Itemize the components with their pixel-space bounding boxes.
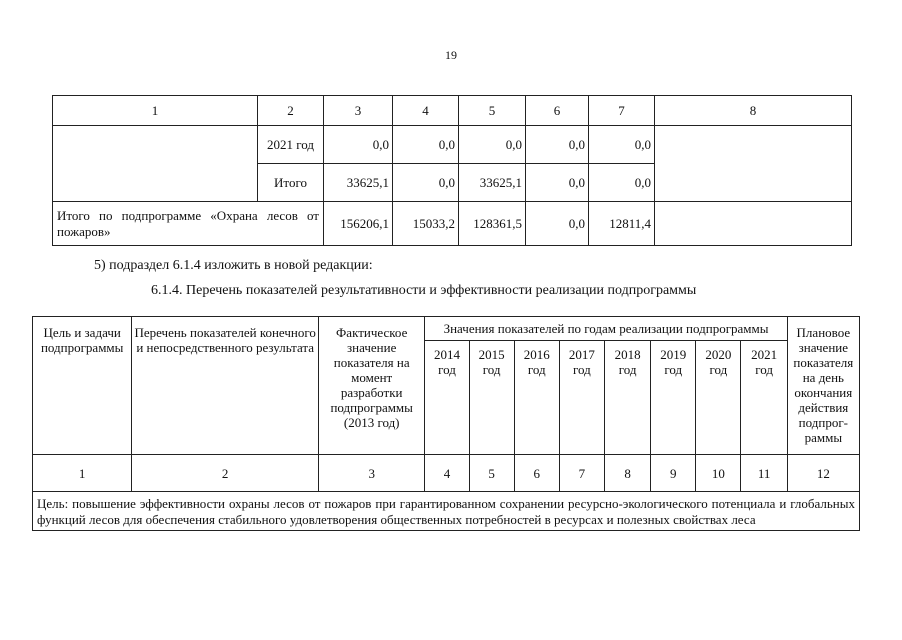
header-cell: 8 [655,96,852,126]
column-number: 7 [559,455,604,492]
total-value: 0,0 [526,202,589,246]
paragraph-item5: 5) подраздел 6.1.4 изложить в новой редакции: [94,258,373,273]
total-value: 12811,4 [589,202,655,246]
header-cell: 3 [324,96,393,126]
column-number: 9 [651,455,696,492]
budget-table [52,95,852,246]
column-number-row [33,455,860,492]
header-cell: 6 [526,96,589,126]
year-header: 2019 год [651,341,696,455]
value-cell: 0,0 [324,126,393,164]
table-total-row [53,202,852,246]
year-header: 2014 год [425,341,469,455]
column-number: 11 [741,455,787,492]
value-cell: 33625,1 [459,164,526,202]
value-cell: 0,0 [589,164,655,202]
page-number: 19 [445,48,457,62]
year-header: 2020 год [696,341,741,455]
column-number: 8 [605,455,651,492]
header-actual-value: Фактическое значение показателя на момент разработки подпрограммы (2013 год) [319,317,425,455]
value-cell: 0,0 [526,164,589,202]
value-cell: 33625,1 [324,164,393,202]
year-header: 2021 год [741,341,787,455]
table-row [33,492,860,531]
goal-text: Цель: повышение эффективности охраны лесов от пожаров при гарантированном сохранении ресурсно-экологического потенциала и глобальных функций лесов для обеспечения стабильного удовлетворения общественных потребностей в ресурсах и полезных свойствах леса [33,492,860,531]
total-value: 156206,1 [324,202,393,246]
value-cell: 0,0 [393,126,459,164]
row-label: Итого [258,164,324,202]
total-value: 128361,5 [459,202,526,246]
column-number: 12 [787,455,859,492]
header-cell: 2 [258,96,324,126]
section-title: 6.1.4. Перечень показателей результативности и эффективности реализации подпрограммы [151,283,697,298]
header-yearly-values: Значения показателей по годам реализации подпрограммы [425,317,787,341]
column-number: 3 [319,455,425,492]
value-cell: 0,0 [393,164,459,202]
column-number: 5 [469,455,514,492]
row-label: 2021 год [258,126,324,164]
header-planned-value: Плановое значение показателя на день окончания действия подпрог-раммы [787,317,859,455]
table-header-row [33,317,860,341]
value-cell: 0,0 [526,126,589,164]
year-header: 2015 год [469,341,514,455]
header-cell: 7 [589,96,655,126]
value-cell: 0,0 [589,126,655,164]
header-indicators: Перечень показателей конечного и непосредственного результата [132,317,319,455]
header-cell: 1 [53,96,258,126]
year-header: 2017 год [559,341,604,455]
column-number: 2 [132,455,319,492]
total-value: 15033,2 [393,202,459,246]
column-number: 1 [33,455,132,492]
indicators-table [32,316,860,531]
header-cell: 5 [459,96,526,126]
table-header-row [53,96,852,126]
empty-cell [655,126,852,202]
year-header: 2018 год [605,341,651,455]
column-number: 4 [425,455,469,492]
value-cell: 0,0 [459,126,526,164]
empty-cell [655,202,852,246]
column-number: 10 [696,455,741,492]
table-row [53,126,852,164]
column-number: 6 [514,455,559,492]
year-header: 2016 год [514,341,559,455]
total-label: Итого по подпрограмме «Охрана лесов от пожаров» [53,202,324,246]
header-cell: 4 [393,96,459,126]
empty-cell [53,126,258,202]
header-goal: Цель и задачи подпрограммы [33,317,132,455]
